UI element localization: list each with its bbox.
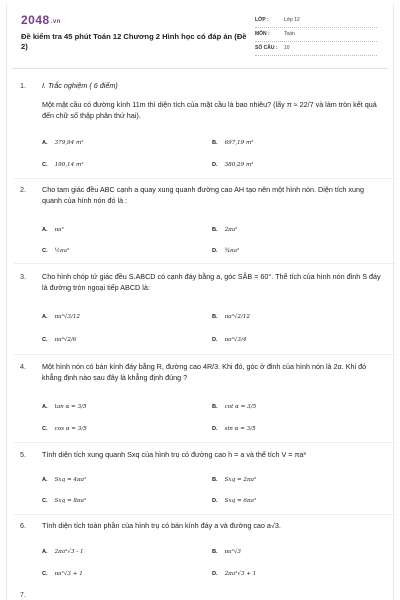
question-number: 2. bbox=[20, 185, 26, 194]
document-title: Đề kiểm tra 45 phút Toán 12 Chương 2 Hình học có đáp án (Đề 2) bbox=[21, 32, 247, 51]
option-b[interactable]: B. 2πa² bbox=[212, 227, 238, 233]
option-d[interactable]: D. sin α = 3/5 bbox=[212, 426, 256, 432]
meta-key: SỐ CÂU : bbox=[255, 45, 278, 51]
page-frame bbox=[6, 4, 394, 600]
question-divider bbox=[14, 178, 396, 179]
option-b[interactable]: B. Sxq = 2πa² bbox=[212, 477, 257, 483]
option-b[interactable]: B. cot α = 3/5 bbox=[212, 404, 257, 410]
option-d[interactable]: D. 2πa²√3 + 1 bbox=[212, 571, 257, 577]
option-a[interactable]: A. 379,94 m² bbox=[42, 140, 84, 146]
question-number: 5. bbox=[20, 450, 26, 459]
meta-value: Lớp 12 bbox=[284, 17, 300, 23]
question-number: 4. bbox=[20, 362, 26, 371]
option-b[interactable]: B. πa²√3 bbox=[212, 549, 241, 555]
question-number: 6. bbox=[20, 521, 26, 530]
option-c[interactable]: C. πa²√3 + 1 bbox=[42, 571, 83, 577]
option-a[interactable]: A. 2πa²√3 - 1 bbox=[42, 549, 84, 555]
option-c[interactable]: C. ½πa² bbox=[42, 248, 70, 254]
question-divider bbox=[14, 514, 396, 515]
question-stem: Cho hình chóp tứ giác đều S.ABCD có cạnh đáy bằng a, góc SÂB = 60°. Thể tích của hình nón đỉnh S đáy là đường tròn ngoại tiếp ABCD là: bbox=[42, 272, 381, 292]
option-d[interactable]: D. ¾πa² bbox=[212, 248, 240, 254]
question-stem: Tính diện tích xung quanh Sxq của hình trụ có đường cao h = a và thể tích V = πa³ bbox=[42, 450, 306, 459]
question-divider bbox=[14, 442, 396, 443]
meta-value: Toán bbox=[284, 31, 295, 37]
option-a[interactable]: A. tan α = 3/5 bbox=[42, 404, 87, 410]
option-d[interactable]: D. 380,29 m² bbox=[212, 162, 254, 168]
meta-count bbox=[255, 43, 377, 56]
meta-key: MÔN : bbox=[255, 31, 270, 37]
option-d[interactable]: D. Sxq = 6πa² bbox=[212, 498, 257, 504]
question-divider bbox=[14, 263, 396, 264]
meta-class bbox=[255, 15, 377, 28]
question-number: 1. bbox=[20, 81, 26, 90]
option-a[interactable]: A. πa³√3/12 bbox=[42, 314, 80, 320]
option-a[interactable]: A. πa² bbox=[42, 227, 64, 233]
option-c[interactable]: C. πa³√2/6 bbox=[42, 337, 77, 343]
question-number: 3. bbox=[20, 272, 26, 281]
question-stem: Tính diện tích toàn phần của hình trụ có bán kính đáy a và đường cao a√3. bbox=[42, 521, 281, 530]
option-d[interactable]: D. πa³√3/4 bbox=[212, 337, 247, 343]
meta-key: LỚP : bbox=[255, 17, 269, 23]
site-logo[interactable]: 2048.vn bbox=[21, 13, 61, 27]
question-stem: Một hình nón có bán kính đáy bằng R, đường cao 4R/3. Khi đó, góc ở đỉnh của hình nón là 2α. Khi đó khẳng định nào sau đây là khẳng định đúng ? bbox=[42, 362, 367, 382]
option-b[interactable]: B. πa³√2/12 bbox=[212, 314, 250, 320]
option-a[interactable]: A. Sxq = 4πa² bbox=[42, 477, 87, 483]
question-stem: Cho tam giác đều ABC cạnh a quay xung quanh đường cao AH tạo nên một hình nón. Diện tích xung quanh của hình nón đó là : bbox=[42, 185, 364, 205]
option-c[interactable]: C. Sxq = 8πa² bbox=[42, 498, 87, 504]
meta-box bbox=[255, 15, 377, 57]
option-c[interactable]: C. cos α = 3/5 bbox=[42, 426, 87, 432]
question-divider bbox=[14, 354, 396, 355]
section-heading: I. Trắc nghiệm ( 6 điểm) bbox=[42, 81, 118, 90]
meta-value: 10 bbox=[284, 45, 290, 51]
truncated-next-question: 7. bbox=[20, 592, 63, 598]
option-b[interactable]: B. 697,19 m² bbox=[212, 140, 254, 146]
option-c[interactable]: C. 190,14 m² bbox=[42, 162, 84, 168]
header-divider bbox=[12, 68, 388, 69]
question-stem: Một mặt cầu có đường kính 11m thì diện tích của mặt cầu là bao nhiêu? (lấy π ≈ 22/7 và làm tròn kết quả đến chữ số thập phân thứ hai). bbox=[42, 100, 377, 120]
meta-subject bbox=[255, 29, 377, 42]
